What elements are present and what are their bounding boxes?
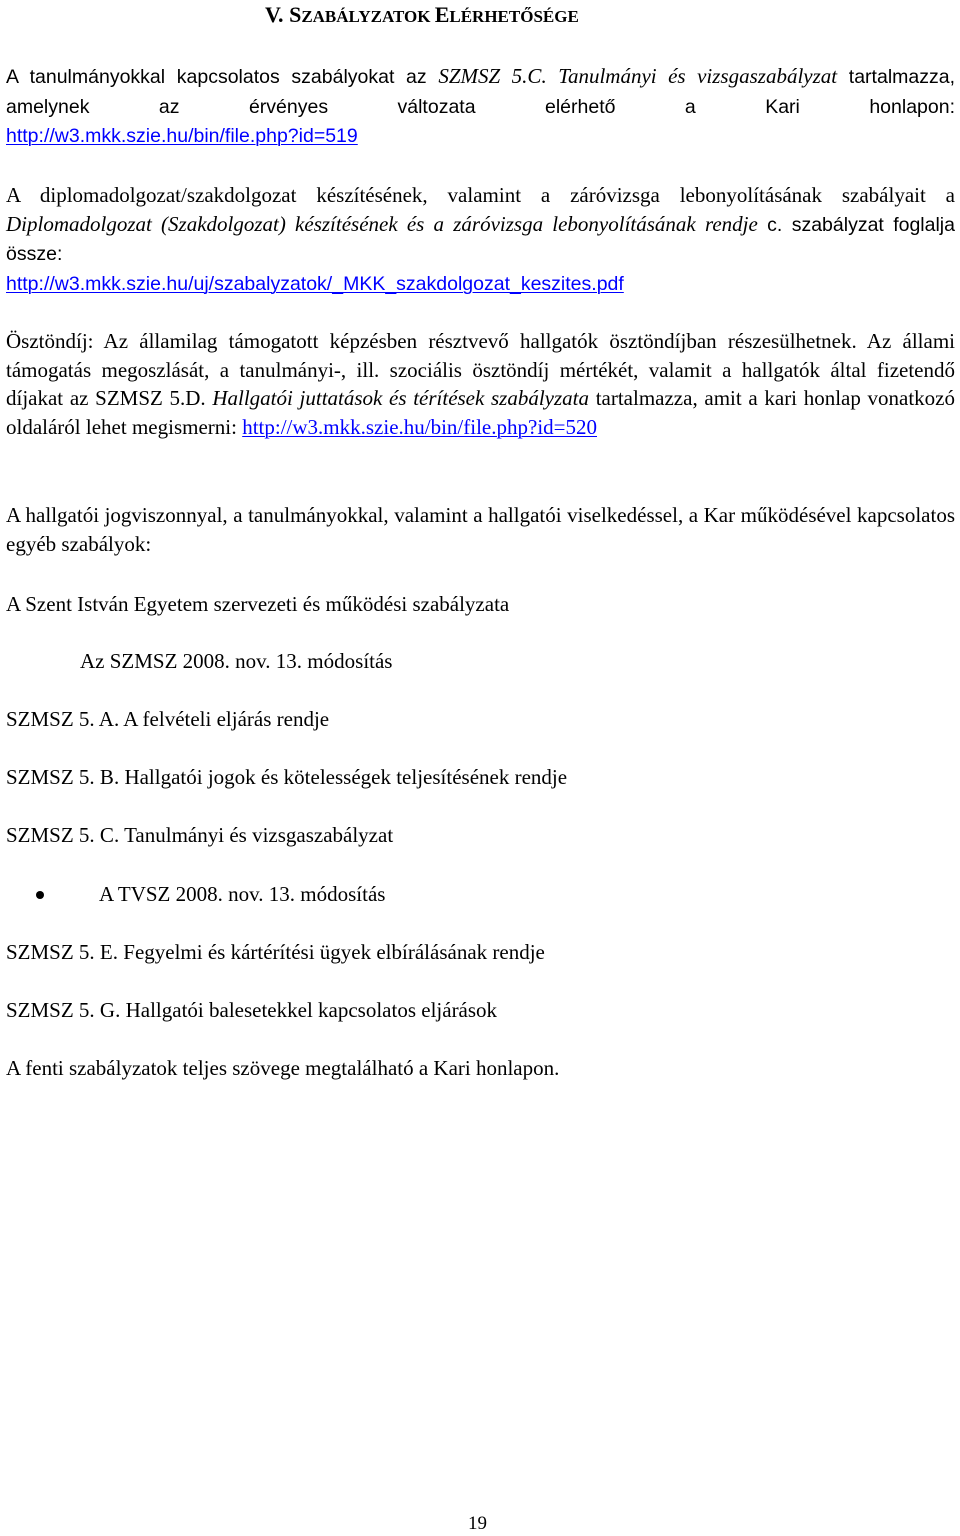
- rule-szmsz-5b: SZMSZ 5. B. Hallgatói jogok és kötelességek teljesítésének rendje: [6, 765, 568, 789]
- page-number: 19: [468, 1513, 487, 1534]
- rule-szmsz-5c: SZMSZ 5. C. Tanulmányi és vizsgaszabályzat: [6, 823, 394, 847]
- link-allowances[interactable]: http://w3.mkk.szie.hu/bin/file.php?id=520: [242, 414, 597, 439]
- paragraph-regulations-intro: A tanulmányokkal kapcsolatos szabályokat az SZMSZ 5.C. Tanulmányi és vizsgaszabályzat tartalmazza, amelynek az érvényes változata elérhető a Kari honlapon: http://w3.mkk.szie.hu/bin/file.php?id=519: [6, 64, 956, 148]
- bullet-icon: [36, 891, 44, 899]
- rule-tvsz-modification: A TVSZ 2008. nov. 13. módosítás: [99, 882, 386, 906]
- closing-sentence: A fenti szabályzatok teljes szövege megtalálható a Kari honlapon.: [6, 1056, 560, 1080]
- section-heading: V. SZABÁLYZATOK ELÉRHETŐSÉGE: [265, 2, 579, 27]
- paragraph-other-rules: A hallgatói jogviszonnyal, a tanulmányokkal, valamint a hallgatói viselkedéssel, a Kar működésével kapcsolatos egyéb szabályok:: [6, 503, 955, 556]
- link-thesis-rules[interactable]: http://w3.mkk.szie.hu/uj/szabalyzatok/_MKK_szakdolgozat_keszites.pdf: [6, 272, 624, 295]
- rule-org-operation: A Szent István Egyetem szervezeti és működési szabályzata: [6, 592, 510, 616]
- rule-szmsz-5g: SZMSZ 5. G. Hallgatói balesetekkel kapcsolatos eljárások: [6, 998, 498, 1022]
- rule-szmsz-5a: SZMSZ 5. A. A felvételi eljárás rendje: [6, 707, 330, 731]
- rule-org-modification: Az SZMSZ 2008. nov. 13. módosítás: [80, 649, 393, 673]
- rule-szmsz-5e: SZMSZ 5. E. Fegyelmi és kártérítési ügyek elbírálásának rendje: [6, 940, 545, 964]
- paragraph-scholarship: Ösztöndíj: Az államilag támogatott képzésben résztvevő hallgatók ösztöndíjban részesülhetnek. Az állami támogatás megoszlását, a tanulmányi-, ill. szociális ösztöndíj mértékét, valamit a hallgatók által fizetendő díjakat az SZMSZ 5.D. Hallgatói juttatások és térítések szabályzata tartalmazza, amit a kari honlap vonatkozó oldaláról lehet megismerni: http://w3.mkk.szie.hu/bin/file.php?id=520: [6, 329, 955, 439]
- link-tvsz[interactable]: http://w3.mkk.szie.hu/bin/file.php?id=519: [6, 125, 358, 148]
- paragraph-thesis-rules: A diplomadolgozat/szakdolgozat készítésének, valamint a záróvizsga lebonyolításának szabályait a Diplomadolgozat (Szakdolgozat) készítésének és a záróvizsga lebonyolításának rendje c. szabályzat foglalja össze: http://w3.mkk.szie.hu/uj/szabalyzatok/_MKK_szakdolgozat_keszites.pdf: [6, 183, 955, 295]
